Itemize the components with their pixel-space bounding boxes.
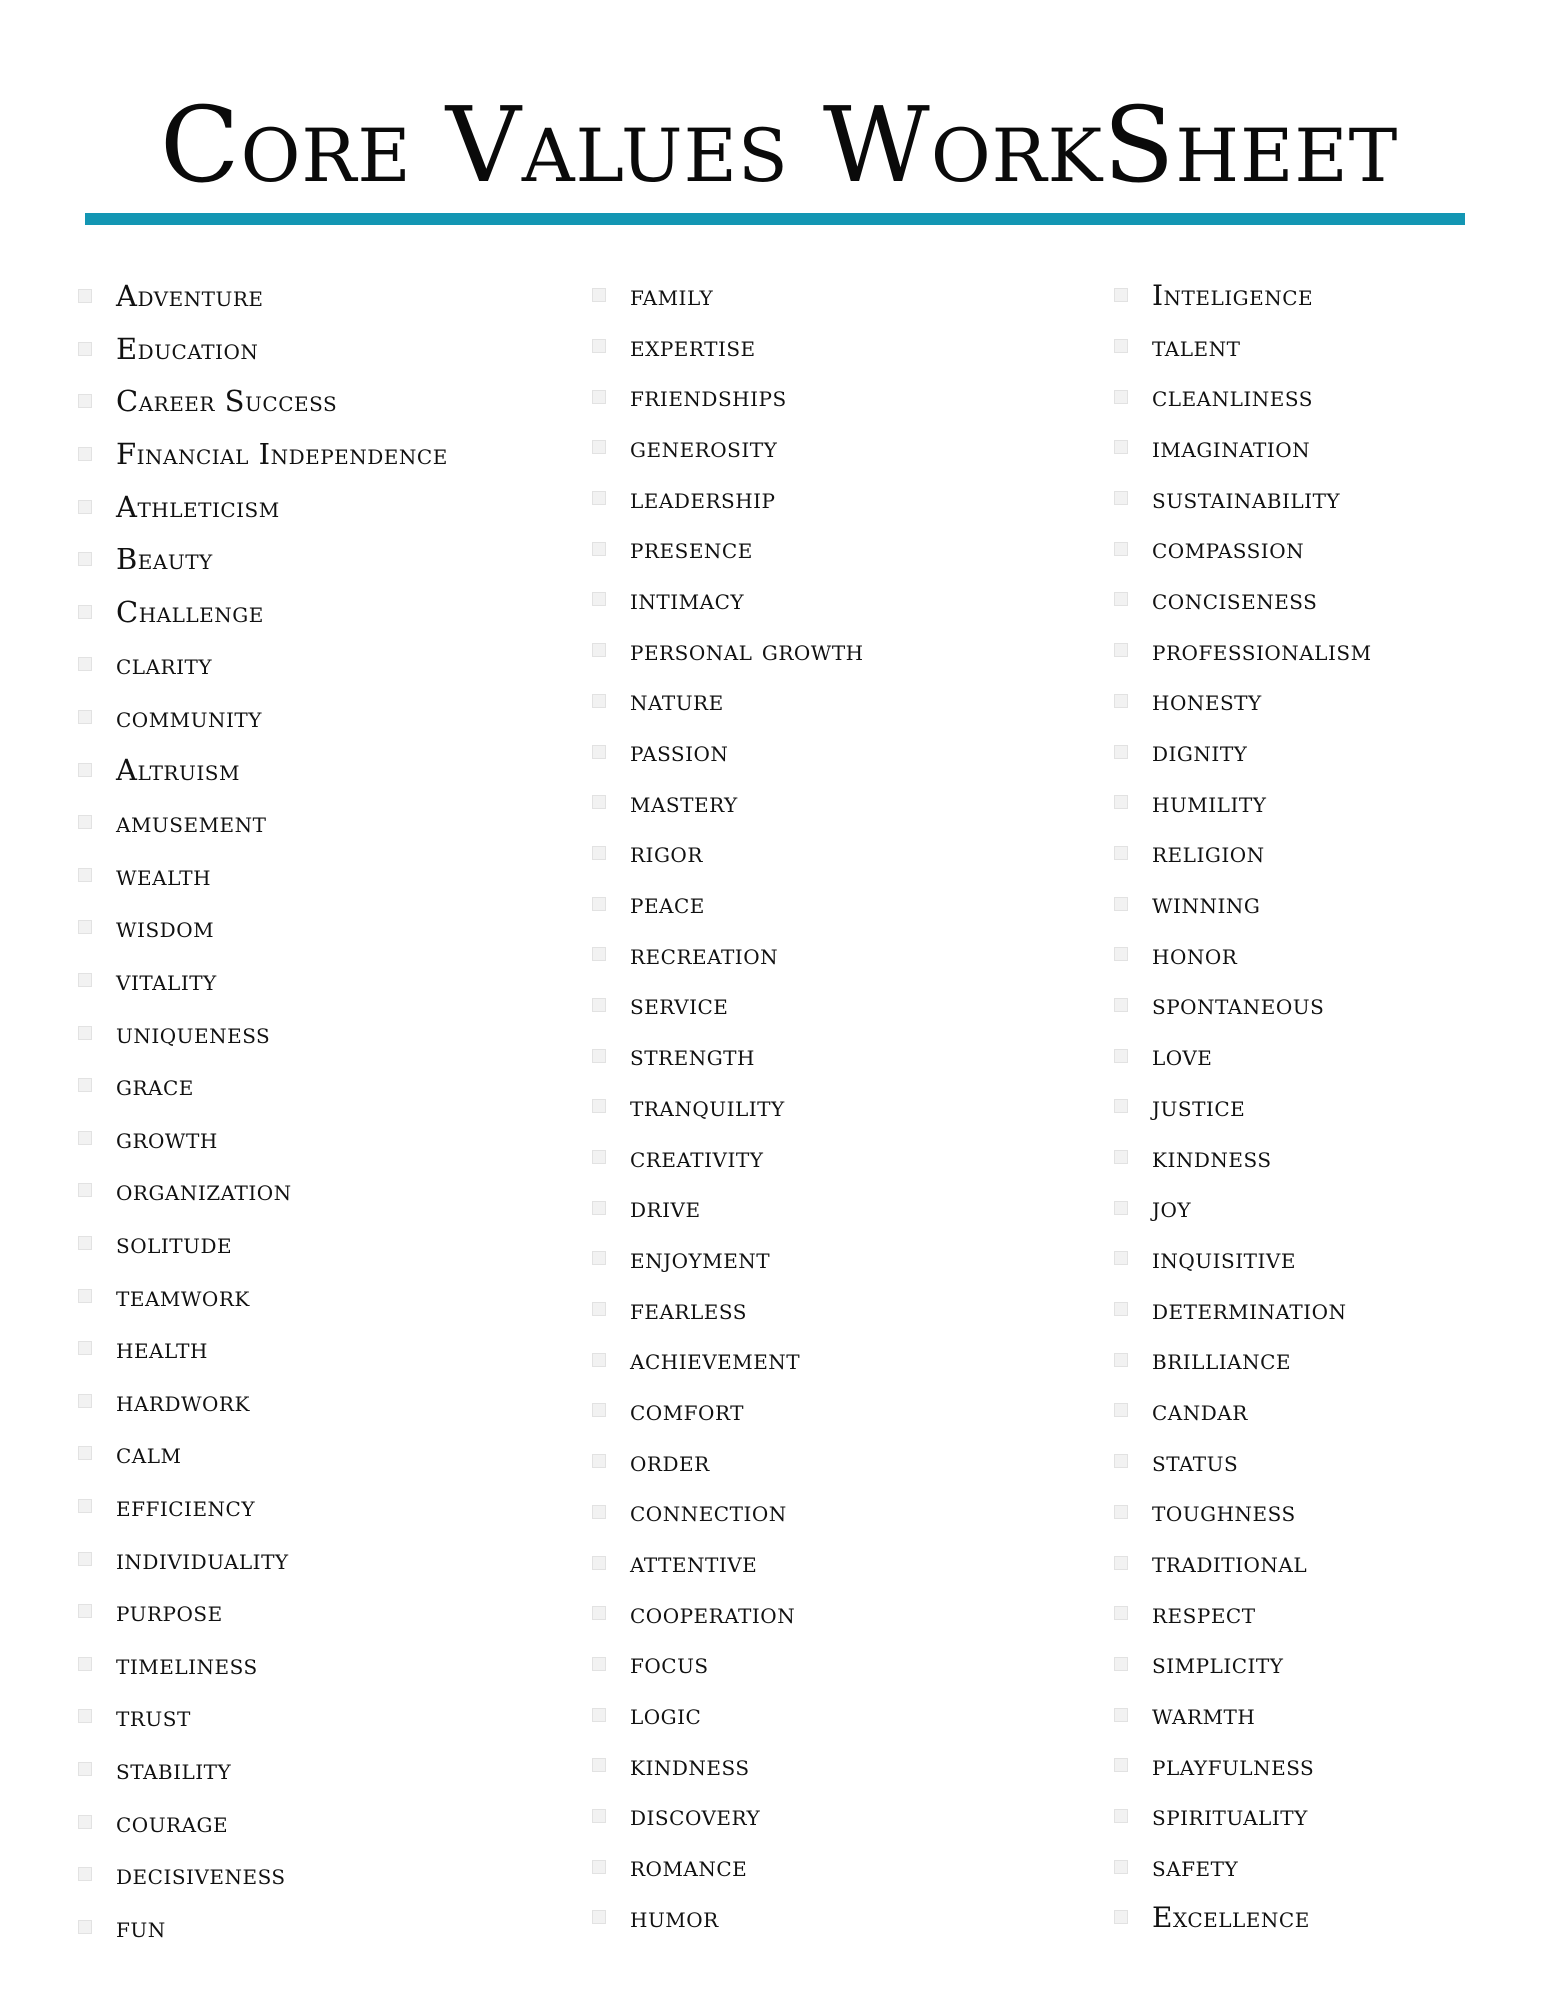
value-checkbox[interactable] [592, 1657, 606, 1671]
value-item [592, 1487, 864, 1538]
value-item [592, 929, 864, 980]
value-item [1114, 422, 1372, 473]
value-checkbox[interactable] [78, 815, 92, 829]
value-item [592, 1689, 864, 1740]
value-item [78, 1217, 448, 1270]
value-checkbox[interactable] [1114, 1150, 1128, 1164]
value-label: logic [630, 1698, 702, 1732]
value-checkbox[interactable] [78, 1131, 92, 1145]
value-checkbox[interactable] [78, 1762, 92, 1776]
value-item [78, 796, 448, 849]
value-item [592, 1740, 864, 1791]
value-checkbox[interactable] [592, 1353, 606, 1367]
value-item [1114, 726, 1372, 777]
value-checkbox[interactable] [592, 288, 606, 302]
value-item [592, 422, 864, 473]
value-label: enjoyment [630, 1241, 771, 1275]
value-label: fun [116, 1909, 166, 1944]
value-checkbox[interactable] [78, 1499, 92, 1513]
value-item [78, 533, 448, 586]
value-item [1114, 625, 1372, 676]
value-item [1114, 878, 1372, 929]
value-checkbox[interactable] [1114, 795, 1128, 809]
value-label: trust [116, 1699, 191, 1734]
value-checkbox[interactable] [1114, 1505, 1128, 1519]
value-checkbox[interactable] [1114, 440, 1128, 454]
value-label: courage [116, 1804, 229, 1839]
value-item [592, 726, 864, 777]
value-item [78, 743, 448, 796]
value-checkbox[interactable] [78, 1709, 92, 1723]
value-item [78, 428, 448, 481]
value-label: peace [630, 887, 705, 921]
value-checkbox[interactable] [78, 1026, 92, 1040]
value-item [78, 1532, 448, 1585]
value-label: kindness [1152, 1140, 1272, 1174]
value-checkbox[interactable] [1114, 390, 1128, 404]
value-label: grace [116, 1068, 194, 1103]
value-label: compassion [1152, 532, 1305, 566]
value-checkbox[interactable] [78, 868, 92, 882]
value-item [78, 323, 448, 376]
value-item [78, 270, 448, 323]
values-column-3 [1114, 270, 1372, 1943]
value-label: solitude [116, 1225, 233, 1260]
value-checkbox[interactable] [592, 542, 606, 556]
value-item [1114, 1537, 1372, 1588]
value-item [78, 1269, 448, 1322]
value-checkbox[interactable] [1114, 745, 1128, 759]
value-checkbox[interactable] [78, 1657, 92, 1671]
value-item [592, 777, 864, 828]
value-checkbox[interactable] [1114, 1556, 1128, 1570]
value-checkbox[interactable] [592, 795, 606, 809]
value-item [78, 586, 448, 639]
value-label: passion [630, 735, 729, 769]
value-label: stability [116, 1751, 232, 1786]
value-checkbox[interactable] [78, 1867, 92, 1881]
value-label: cooperation [630, 1596, 796, 1630]
value-checkbox[interactable] [78, 1394, 92, 1408]
value-item [592, 1892, 864, 1943]
value-label: professionalism [1152, 633, 1372, 667]
value-item [1114, 1436, 1372, 1487]
value-checkbox[interactable] [78, 289, 92, 303]
value-item [1114, 1182, 1372, 1233]
value-item [592, 1385, 864, 1436]
value-label: decisiveness [116, 1857, 286, 1892]
value-item [78, 1848, 448, 1901]
value-label: Education [116, 331, 259, 366]
value-label: spontaneous [1152, 988, 1325, 1022]
value-label: imagination [1152, 430, 1311, 464]
value-item [1114, 270, 1372, 321]
value-label: candar [1152, 1393, 1248, 1427]
value-item [78, 1164, 448, 1217]
value-item [1114, 1030, 1372, 1081]
value-item [1114, 1588, 1372, 1639]
value-item [592, 625, 864, 676]
value-checkbox[interactable] [592, 1454, 606, 1468]
value-checkbox[interactable] [78, 605, 92, 619]
value-checkbox[interactable] [592, 643, 606, 657]
value-label: timeliness [116, 1646, 258, 1681]
value-label: focus [630, 1647, 709, 1681]
value-label: traditional [1152, 1546, 1308, 1580]
value-item [1114, 777, 1372, 828]
value-label: honesty [1152, 684, 1262, 718]
value-checkbox[interactable] [78, 1552, 92, 1566]
value-checkbox[interactable] [78, 342, 92, 356]
value-label: warmth [1152, 1698, 1256, 1732]
value-checkbox[interactable] [1114, 1606, 1128, 1620]
value-label: justice [1152, 1089, 1246, 1123]
value-checkbox[interactable] [592, 440, 606, 454]
value-label: Adventure [116, 279, 264, 314]
value-item [78, 1743, 448, 1796]
value-checkbox[interactable] [1114, 846, 1128, 860]
value-item [1114, 676, 1372, 727]
value-label: calm [116, 1436, 182, 1471]
value-label: creativity [630, 1140, 764, 1174]
value-label: Financial Independence [116, 437, 448, 472]
value-checkbox[interactable] [78, 552, 92, 566]
value-item [592, 1030, 864, 1081]
value-label: growth [116, 1120, 218, 1155]
value-item [592, 270, 864, 321]
value-item [592, 1233, 864, 1284]
value-checkbox[interactable] [592, 1809, 606, 1823]
value-checkbox[interactable] [592, 1099, 606, 1113]
value-checkbox[interactable] [1114, 288, 1128, 302]
value-checkbox[interactable] [1114, 542, 1128, 556]
value-checkbox[interactable] [592, 947, 606, 961]
value-label: attentive [630, 1546, 758, 1580]
value-item [1114, 929, 1372, 980]
value-item [78, 849, 448, 902]
value-label: strength [630, 1039, 755, 1073]
value-item [592, 1841, 864, 1892]
value-item [1114, 1284, 1372, 1335]
value-item [592, 321, 864, 372]
value-checkbox[interactable] [1114, 1657, 1128, 1671]
value-item [78, 1374, 448, 1427]
values-column-2 [592, 270, 864, 1943]
value-label: Athleticism [116, 489, 280, 524]
value-checkbox[interactable] [78, 1446, 92, 1460]
value-checkbox[interactable] [592, 1150, 606, 1164]
value-label: tranquility [630, 1089, 785, 1123]
value-checkbox[interactable] [1114, 694, 1128, 708]
value-label: connection [630, 1495, 787, 1529]
value-label: safety [1152, 1850, 1239, 1884]
value-label: drive [630, 1191, 701, 1225]
value-label: conciseness [1152, 582, 1318, 616]
value-item [1114, 1081, 1372, 1132]
value-label: brilliance [1152, 1343, 1291, 1377]
value-checkbox[interactable] [78, 657, 92, 671]
value-item [592, 523, 864, 574]
value-checkbox[interactable] [592, 897, 606, 911]
value-checkbox[interactable] [592, 1860, 606, 1874]
value-checkbox[interactable] [592, 1708, 606, 1722]
value-item [592, 980, 864, 1031]
value-label: vitality [116, 963, 217, 998]
value-item [592, 1639, 864, 1690]
value-checkbox[interactable] [1114, 1809, 1128, 1823]
value-checkbox[interactable] [592, 745, 606, 759]
value-item [1114, 1791, 1372, 1842]
value-checkbox[interactable] [592, 592, 606, 606]
value-checkbox[interactable] [592, 1505, 606, 1519]
value-item [1114, 1132, 1372, 1183]
value-checkbox[interactable] [592, 846, 606, 860]
value-checkbox[interactable] [1114, 1302, 1128, 1316]
value-label: status [1152, 1444, 1239, 1478]
value-item [592, 371, 864, 422]
value-checkbox[interactable] [78, 394, 92, 408]
value-label: rigor [630, 836, 703, 870]
value-label: uniqueness [116, 1015, 271, 1050]
values-column-1 [78, 270, 448, 1953]
value-checkbox[interactable] [592, 1201, 606, 1215]
value-label: nature [630, 684, 724, 718]
value-item [592, 1284, 864, 1335]
value-item [592, 1588, 864, 1639]
value-label: Career Success [116, 384, 338, 419]
value-item [592, 1537, 864, 1588]
value-item [78, 480, 448, 533]
value-label: honor [1152, 937, 1238, 971]
value-item [78, 1006, 448, 1059]
value-label: clarity [116, 647, 213, 682]
value-checkbox[interactable] [1114, 1201, 1128, 1215]
value-label: respect [1152, 1596, 1256, 1630]
value-label: dignity [1152, 735, 1248, 769]
value-label: amusement [116, 805, 267, 840]
value-label: sustainability [1152, 481, 1341, 515]
value-item [78, 1690, 448, 1743]
value-checkbox[interactable] [1114, 998, 1128, 1012]
value-checkbox[interactable] [1114, 1403, 1128, 1417]
value-item [592, 473, 864, 524]
value-label: Beauty [116, 542, 213, 577]
value-checkbox[interactable] [592, 1049, 606, 1063]
value-label: playfulness [1152, 1748, 1315, 1782]
value-checkbox[interactable] [592, 1606, 606, 1620]
value-checkbox[interactable] [592, 1758, 606, 1772]
value-item [592, 1182, 864, 1233]
value-label: joy [1152, 1191, 1192, 1225]
value-item [78, 1795, 448, 1848]
value-checkbox[interactable] [78, 710, 92, 724]
value-item [592, 1132, 864, 1183]
value-item [1114, 523, 1372, 574]
value-item [78, 638, 448, 691]
value-item [78, 1585, 448, 1638]
value-item [592, 1334, 864, 1385]
value-item [1114, 828, 1372, 879]
value-checkbox[interactable] [78, 1078, 92, 1092]
value-item [78, 1322, 448, 1375]
value-label: purpose [116, 1594, 223, 1629]
value-label: humor [630, 1900, 719, 1934]
value-label: humility [1152, 785, 1267, 819]
value-checkbox[interactable] [1114, 592, 1128, 606]
value-label: winning [1152, 887, 1261, 921]
value-label: talent [1152, 329, 1241, 363]
value-item [1114, 1385, 1372, 1436]
value-item [592, 1436, 864, 1487]
value-label: efficiency [116, 1488, 256, 1523]
value-label: determination [1152, 1292, 1347, 1326]
value-label: intimacy [630, 582, 745, 616]
value-checkbox[interactable] [78, 1920, 92, 1934]
value-checkbox[interactable] [78, 1604, 92, 1618]
value-label: personal growth [630, 633, 864, 667]
value-label: community [116, 700, 262, 735]
value-item [1114, 1740, 1372, 1791]
value-label: recreation [630, 937, 779, 971]
value-item [592, 828, 864, 879]
value-label: discovery [630, 1799, 761, 1833]
value-item [1114, 1487, 1372, 1538]
value-checkbox[interactable] [592, 1302, 606, 1316]
value-label: Altruism [116, 752, 240, 787]
value-checkbox[interactable] [1114, 947, 1128, 961]
value-label: romance [630, 1850, 748, 1884]
value-item [78, 1637, 448, 1690]
value-checkbox[interactable] [1114, 491, 1128, 505]
value-checkbox[interactable] [1114, 1454, 1128, 1468]
value-checkbox[interactable] [592, 998, 606, 1012]
value-label: fearless [630, 1292, 747, 1326]
value-label: spirituality [1152, 1799, 1308, 1833]
value-checkbox[interactable] [1114, 1860, 1128, 1874]
value-item [592, 676, 864, 727]
value-checkbox[interactable] [592, 1251, 606, 1265]
value-item [78, 691, 448, 744]
value-item [592, 1081, 864, 1132]
value-label: hardwork [116, 1383, 250, 1418]
value-item [592, 878, 864, 929]
value-label: Challenge [116, 594, 264, 629]
value-checkbox[interactable] [592, 339, 606, 353]
value-label: religion [1152, 836, 1265, 870]
value-label: presence [630, 532, 753, 566]
value-label: leadership [630, 481, 776, 515]
value-item [1114, 1639, 1372, 1690]
value-item [1114, 1334, 1372, 1385]
value-item [1114, 321, 1372, 372]
value-checkbox[interactable] [1114, 1910, 1128, 1924]
value-checkbox[interactable] [78, 447, 92, 461]
value-checkbox[interactable] [592, 1556, 606, 1570]
value-item [78, 1427, 448, 1480]
value-label: simplicity [1152, 1647, 1284, 1681]
value-label: kindness [630, 1748, 750, 1782]
value-item [592, 1791, 864, 1842]
value-label: inquisitive [1152, 1241, 1296, 1275]
value-checkbox[interactable] [592, 491, 606, 505]
value-label: friendships [630, 380, 787, 414]
value-item [1114, 980, 1372, 1031]
value-checkbox[interactable] [78, 1815, 92, 1829]
value-label: comfort [630, 1393, 744, 1427]
value-label: Inteligence [1152, 278, 1314, 312]
value-checkbox[interactable] [78, 1341, 92, 1355]
value-checkbox[interactable] [78, 1289, 92, 1303]
value-checkbox[interactable] [1114, 1099, 1128, 1113]
value-checkbox[interactable] [592, 694, 606, 708]
value-label: mastery [630, 785, 738, 819]
value-label: generosity [630, 430, 778, 464]
value-checkbox[interactable] [78, 763, 92, 777]
value-checkbox[interactable] [592, 1403, 606, 1417]
value-item [1114, 371, 1372, 422]
value-label: toughness [1152, 1495, 1296, 1529]
value-item [1114, 1841, 1372, 1892]
value-label: love [1152, 1039, 1213, 1073]
value-checkbox[interactable] [78, 973, 92, 987]
value-label: service [630, 988, 729, 1022]
value-checkbox[interactable] [78, 1236, 92, 1250]
value-checkbox[interactable] [78, 500, 92, 514]
value-label: Excellence [1152, 1900, 1310, 1934]
value-checkbox[interactable] [1114, 1353, 1128, 1367]
value-checkbox[interactable] [592, 1910, 606, 1924]
value-label: individuality [116, 1541, 289, 1576]
value-label: wisdom [116, 910, 215, 945]
value-checkbox[interactable] [1114, 1049, 1128, 1063]
value-item [78, 1059, 448, 1112]
value-item [78, 1480, 448, 1533]
value-item [78, 375, 448, 428]
value-checkbox[interactable] [1114, 897, 1128, 911]
value-item [78, 1112, 448, 1165]
value-label: family [630, 278, 714, 312]
value-checkbox[interactable] [1114, 1758, 1128, 1772]
value-checkbox[interactable] [592, 390, 606, 404]
value-item [1114, 1689, 1372, 1740]
value-item [1114, 1233, 1372, 1284]
title-underline [85, 213, 1465, 225]
value-label: teamwork [116, 1278, 250, 1313]
value-item [592, 574, 864, 625]
page-title: Core Values WorkSheet [160, 84, 1399, 206]
value-checkbox[interactable] [78, 920, 92, 934]
value-label: wealth [116, 857, 212, 892]
value-label: expertise [630, 329, 756, 363]
value-label: cleanliness [1152, 380, 1313, 414]
value-checkbox[interactable] [1114, 1251, 1128, 1265]
value-label: health [116, 1331, 208, 1366]
value-checkbox[interactable] [1114, 643, 1128, 657]
value-item [1114, 473, 1372, 524]
value-label: organization [116, 1173, 292, 1208]
value-item [78, 901, 448, 954]
value-checkbox[interactable] [1114, 339, 1128, 353]
value-label: order [630, 1444, 710, 1478]
value-item [1114, 574, 1372, 625]
value-item [78, 954, 448, 1007]
value-item [1114, 1892, 1372, 1943]
value-label: achievement [630, 1343, 801, 1377]
value-item [78, 1900, 448, 1953]
value-checkbox[interactable] [78, 1183, 92, 1197]
value-checkbox[interactable] [1114, 1708, 1128, 1722]
